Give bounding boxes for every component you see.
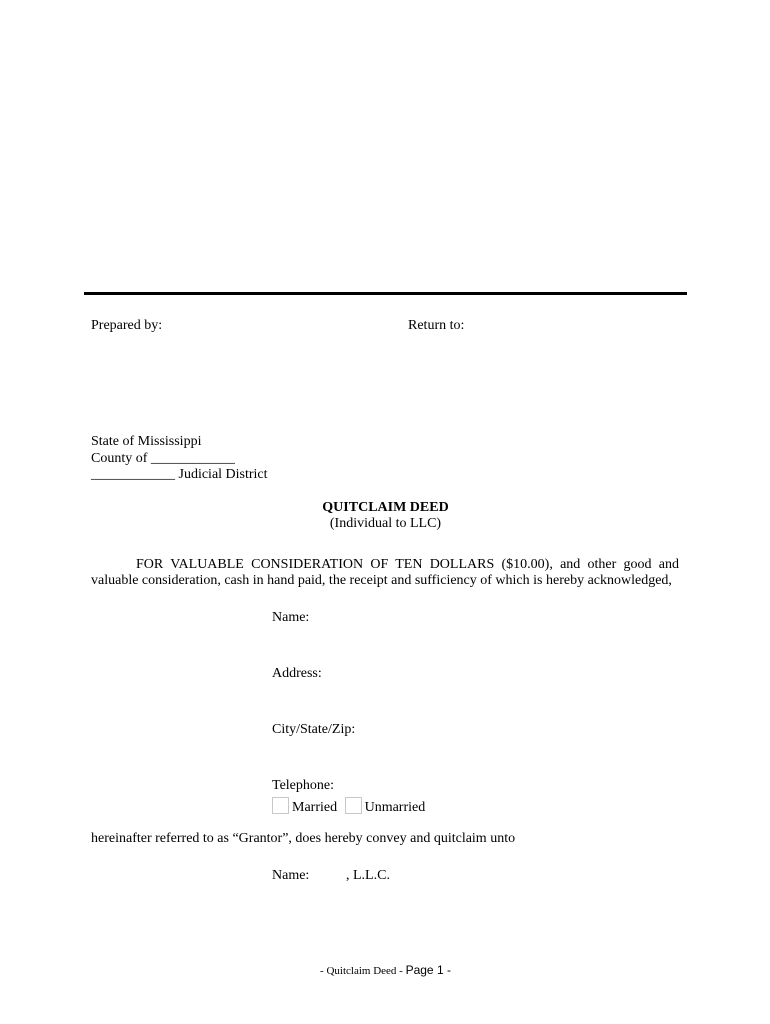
prepared-by-label: Prepared by: (91, 318, 163, 333)
county-line: County of ____________ (91, 451, 235, 466)
grantee-name-label: Name: (272, 868, 310, 883)
marital-status-row (272, 797, 425, 816)
top-rule (84, 292, 687, 295)
consideration-text: FOR VALUABLE CONSIDERATION OF TEN DOLLARS ($10.00), and other good and valuable consideration, cash in hand paid, the receipt and sufficiency of which is hereby acknowledged, (91, 557, 679, 588)
married-label: Married (292, 800, 338, 815)
grantor-address-label: Address: (272, 666, 322, 681)
grantor-name-label: Name: (272, 610, 310, 625)
return-to-label: Return to: (408, 318, 465, 333)
grantor-telephone-label: Telephone: (272, 778, 334, 793)
married-checkbox[interactable] (272, 797, 289, 814)
grantee-llc-suffix: , L.L.C. (346, 868, 390, 883)
unmarried-label: Unmarried (364, 800, 426, 815)
grantor-city-label: City/State/Zip: (272, 722, 356, 737)
district-line: ____________ Judicial District (91, 467, 268, 482)
page-footer (84, 963, 687, 978)
state-line: State of Mississippi (91, 434, 202, 449)
convey-text: hereinafter referred to as “Grantor”, does hereby convey and quitclaim unto (91, 831, 516, 846)
deed-title: QUITCLAIM DEED (322, 500, 449, 515)
deed-subtitle: (Individual to LLC) (329, 516, 442, 531)
unmarried-checkbox[interactable] (345, 797, 362, 814)
footer-doc-name: - Quitclaim Deed - (320, 965, 403, 977)
footer-page-number: Page 1 - (405, 963, 451, 977)
consideration-paragraph (91, 557, 679, 589)
